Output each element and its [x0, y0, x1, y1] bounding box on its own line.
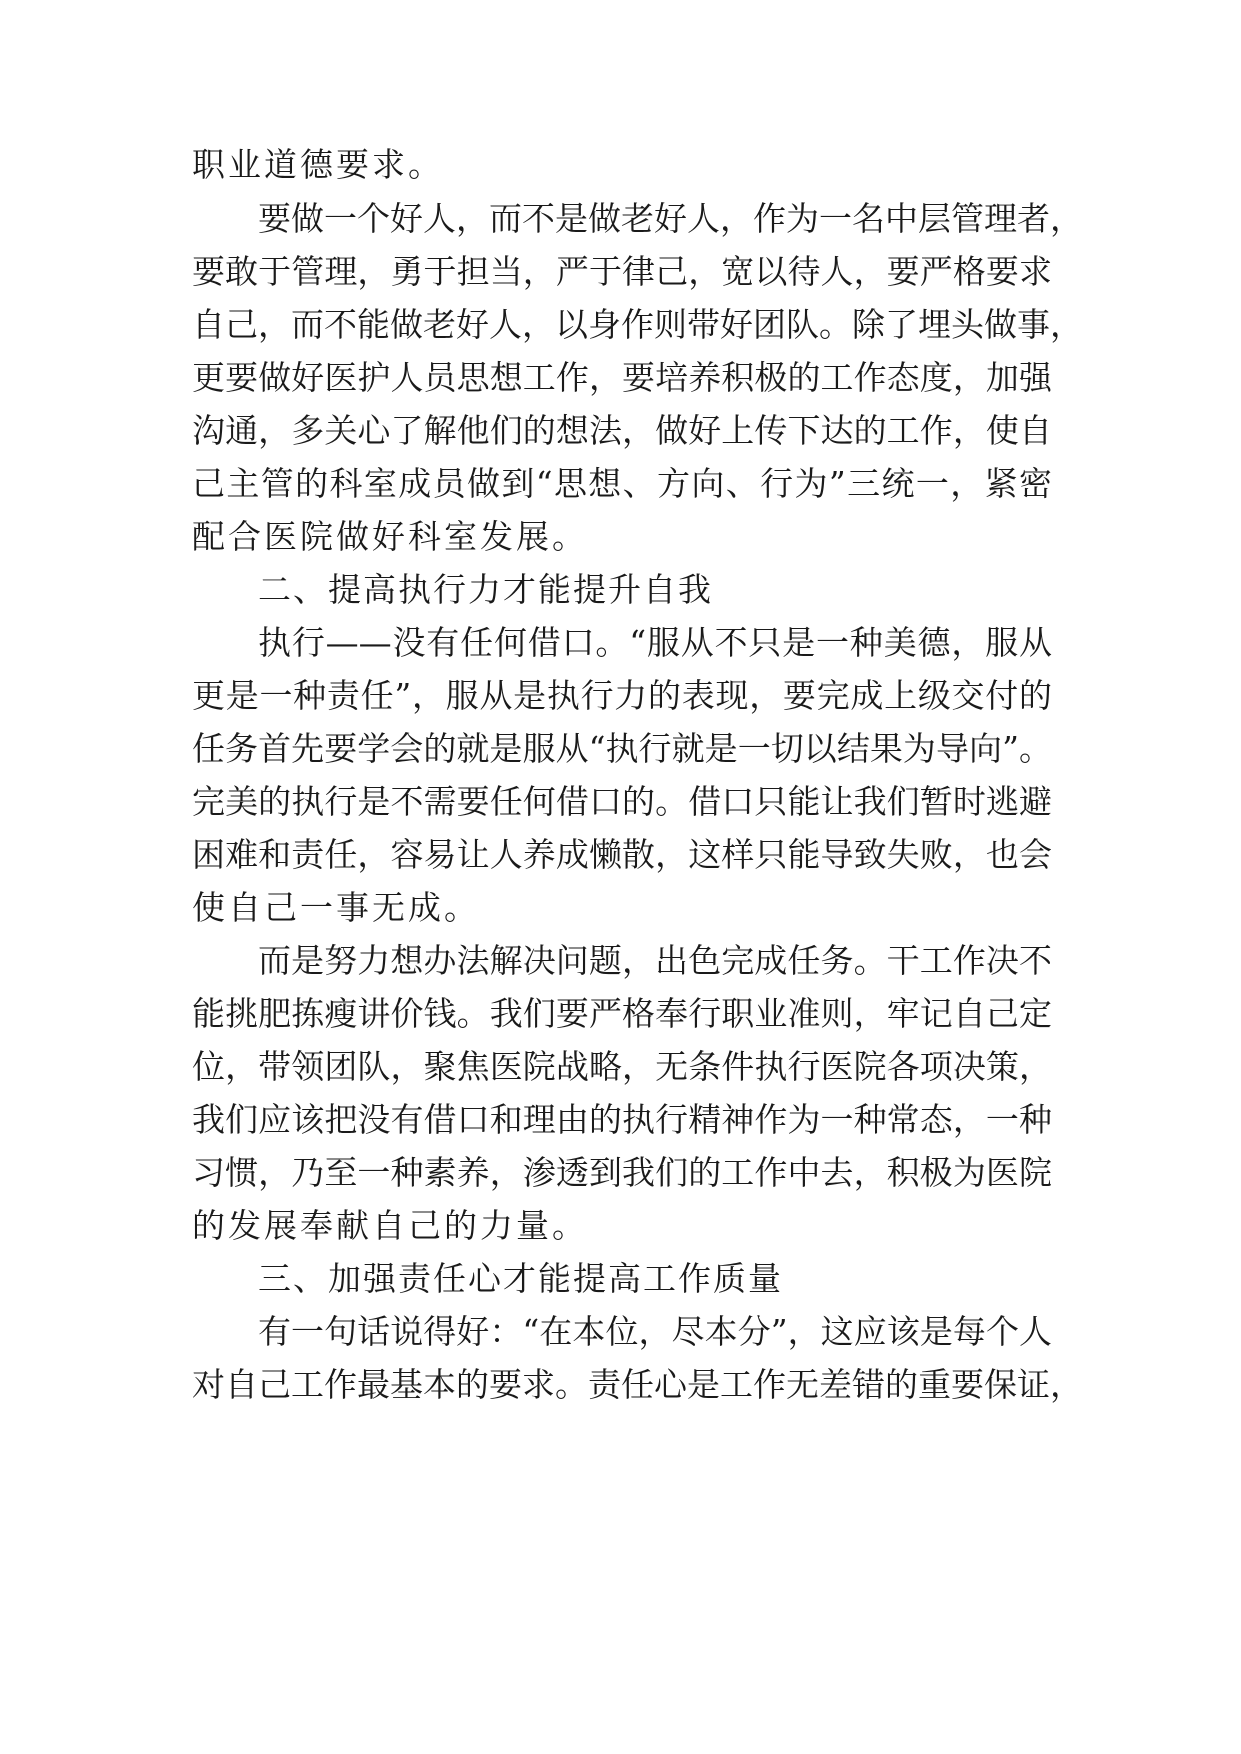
text-line: 位，带领团队，聚焦医院战略，无条件执行医院各项决策，	[192, 1047, 1052, 1086]
text-line: 能挑肥拣瘦讲价钱。我们要严格奉行职业准则，牢记自己定	[192, 994, 1052, 1033]
paragraph-first-line: 有一句话说得好：“在本位，尽本分”，这应该是每个人	[258, 1312, 1052, 1351]
text-line: 困难和责任，容易让人养成懒散，这样只能导致失败，也会	[192, 835, 1052, 874]
text-line: 任务首先要学会的就是服从“执行就是一切以结果为导向”。	[192, 729, 1052, 768]
paragraph-first-line: 执行——没有任何借口。“服从不只是一种美德，服从	[258, 623, 1052, 662]
text-line: 的发展奉献自己的力量。	[192, 1206, 588, 1245]
section-heading: 三、加强责任心才能提高工作质量	[258, 1259, 783, 1298]
section-heading: 二、提高执行力才能提升自我	[258, 570, 713, 609]
text-line: 习惯，乃至一种素养，渗透到我们的工作中去，积极为医院	[192, 1153, 1052, 1192]
text-line: 要敢于管理，勇于担当，严于律己，宽以待人，要严格要求	[192, 252, 1052, 291]
text-line: 沟通，多关心了解他们的想法，做好上传下达的工作，使自	[192, 411, 1052, 450]
text-line: 职业道德要求。	[192, 145, 444, 184]
paragraph-first-line: 要做一个好人，而不是做老好人，作为一名中层管理者，	[258, 199, 1083, 238]
text-line: 更要做好医护人员思想工作，要培养积极的工作态度，加强	[192, 358, 1052, 397]
text-line: 对自己工作最基本的要求。责任心是工作无差错的重要保证，	[192, 1365, 1083, 1404]
text-line: 更是一种责任”，服从是执行力的表现，要完成上级交付的	[192, 676, 1052, 715]
text-line: 完美的执行是不需要任何借口的。借口只能让我们暂时逃避	[192, 782, 1052, 821]
text-line: 使自己一事无成。	[192, 888, 480, 927]
text-line: 自己，而不能做老好人，以身作则带好团队。除了埋头做事，	[192, 305, 1083, 344]
text-line: 配合医院做好科室发展。	[192, 517, 588, 556]
text-line: 我们应该把没有借口和理由的执行精神作为一种常态，一种	[192, 1100, 1052, 1139]
paragraph-first-line: 而是努力想办法解决问题，出色完成任务。干工作决不	[258, 941, 1052, 980]
text-line: 己主管的科室成员做到“思想、方向、行为”三统一，紧密	[192, 464, 1052, 503]
